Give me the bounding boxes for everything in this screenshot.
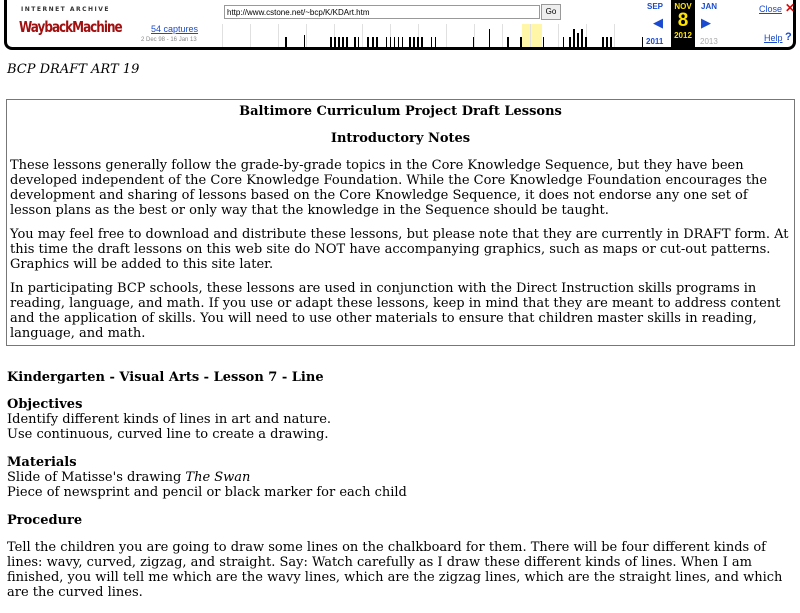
close-link[interactable]: Close (759, 4, 783, 14)
go-button[interactable]: Go (541, 4, 561, 20)
next-month[interactable]: JAN (701, 2, 718, 11)
prev-arrow-icon[interactable]: ◀ (653, 16, 663, 31)
lesson (7, 370, 797, 600)
current-day: 8 (677, 10, 689, 31)
capture-bar[interactable] (358, 37, 360, 47)
current-year: 2012 (674, 31, 692, 40)
logo-top: INTERNET ARCHIVE (21, 6, 111, 13)
box-subtitle: Introductory Notes (330, 131, 471, 146)
capture-bar[interactable] (372, 37, 374, 47)
materials-heading: Materials (7, 455, 77, 470)
year-divider (614, 24, 615, 47)
intro-paragraph: In participating BCP schools, these lessons are used in conjunction with the Direct Instruction skills programs in reading, language, and math. If you use or adapt these lessons, keep in mind that they are meant to address content and the application of skills. You will need to use other materials to ensure that children master skills in reading, language, and math. (10, 281, 781, 341)
capture-bar[interactable] (367, 37, 369, 47)
next-arrow-icon[interactable]: ▶ (701, 16, 711, 31)
captures-link[interactable]: 54 captures (151, 24, 199, 34)
capture-bar[interactable] (417, 37, 419, 47)
capture-bar[interactable] (602, 37, 604, 47)
artwork-title: The Swan (185, 470, 251, 485)
capture-bar[interactable] (489, 29, 491, 47)
capture-range: 2 Dec 98 - 16 Jan 13 (141, 37, 197, 43)
capture-bar[interactable] (376, 37, 378, 47)
capture-bar[interactable] (431, 37, 433, 47)
capture-bar[interactable] (285, 37, 287, 47)
year-divider (278, 24, 279, 47)
year-divider (250, 24, 251, 47)
capture-bar[interactable] (520, 37, 522, 47)
capture-bar[interactable] (642, 37, 644, 47)
capture-bar[interactable] (543, 37, 545, 47)
prev-year: 2011 (646, 37, 664, 46)
capture-bar[interactable] (409, 37, 411, 47)
year-divider (306, 24, 307, 47)
capture-bar[interactable] (569, 37, 571, 47)
capture-bar[interactable] (577, 33, 579, 47)
capture-bar[interactable] (386, 37, 388, 47)
objective: Use continuous, curved line to create a drawing. (7, 427, 329, 442)
capture-bar[interactable] (390, 37, 392, 47)
capture-bar[interactable] (394, 37, 396, 47)
year-divider (446, 24, 447, 47)
capture-bar[interactable] (435, 37, 437, 47)
capture-bar[interactable] (330, 37, 332, 47)
url-input[interactable] (224, 5, 540, 19)
intro-box (6, 99, 795, 346)
objective: Identify different kinds of lines in art and nature. (7, 412, 332, 427)
capture-bar[interactable] (398, 37, 400, 47)
wayback-logo[interactable]: WaybackMachine (19, 18, 122, 36)
close-icon[interactable]: ✕ (785, 1, 796, 15)
capture-bar[interactable] (573, 29, 575, 47)
help-icon[interactable]: ? (785, 31, 792, 43)
capture-bar[interactable] (354, 37, 356, 47)
procedure-heading: Procedure (7, 513, 83, 528)
objectives-heading: Objectives (7, 397, 83, 412)
capture-bar[interactable] (563, 37, 565, 47)
current-date (671, 0, 695, 47)
capture-bar[interactable] (402, 37, 404, 47)
intro-paragraph: These lessons generally follow the grade-by-grade topics in the Core Knowledge Sequence, but they have been developed independent of the Core Knowledge Foundation. While the Core Knowledge Foundation encourages the development and sharing of lessons based on the Core Knowledge Sequence, it does not endorse any one set of lesson plans as the best or only way that the knowledge in the Sequence should be taught. (10, 158, 768, 218)
year-divider (530, 24, 531, 47)
capture-timeline[interactable] (222, 24, 639, 47)
material: Piece of newsprint and pencil or black marker for each child (7, 485, 407, 500)
next-year: 2013 (700, 37, 718, 46)
box-title: Baltimore Curriculum Project Draft Lessons (239, 104, 562, 119)
page-content (7, 62, 797, 613)
capture-bar[interactable] (581, 29, 583, 47)
prev-month[interactable]: SEP (647, 2, 664, 11)
capture-bar[interactable] (304, 35, 306, 47)
procedure-text: Tell the children you are going to draw some lines on the chalkboard for them. There will be four different kinds of lines: wavy, curved, zigzag, and straight. Say: Watch carefully as I draw these different kinds of lines. When I am finished, you will tell me which are the wavy lines, which are the zigzag lines, which are the straight lines, and which are the curved lines. (7, 540, 783, 600)
page-header: BCP DRAFT ART 19 (7, 62, 140, 77)
material: Slide of Matisse's drawing (7, 470, 186, 485)
capture-bar[interactable] (473, 37, 475, 47)
wayback-toolbar (4, 0, 796, 50)
help-link[interactable]: Help (764, 33, 783, 43)
intro-paragraph: You may feel free to download and distribute these lessons, but please note that they are currently in DRAFT form. At this time the draft lessons on this web site do NOT have accompanying graphics, such as maps or cut-out patterns. Graphics will be added to this site later. (10, 227, 789, 272)
capture-bar[interactable] (334, 37, 336, 47)
lesson-title: Kindergarten - Visual Arts - Lesson 7 - Line (7, 370, 324, 385)
capture-bar[interactable] (346, 37, 348, 47)
year-divider (502, 24, 503, 47)
year-divider (362, 24, 363, 47)
capture-bar[interactable] (342, 37, 344, 47)
year-divider (558, 24, 559, 47)
capture-bar[interactable] (421, 37, 423, 47)
capture-bar[interactable] (606, 37, 608, 47)
capture-bar[interactable] (413, 37, 415, 47)
year-divider (222, 24, 223, 47)
capture-bar[interactable] (338, 37, 340, 47)
current-month: NOV (674, 2, 692, 11)
capture-bar[interactable] (610, 37, 612, 47)
capture-bar[interactable] (585, 37, 587, 47)
capture-bar[interactable] (507, 37, 509, 47)
